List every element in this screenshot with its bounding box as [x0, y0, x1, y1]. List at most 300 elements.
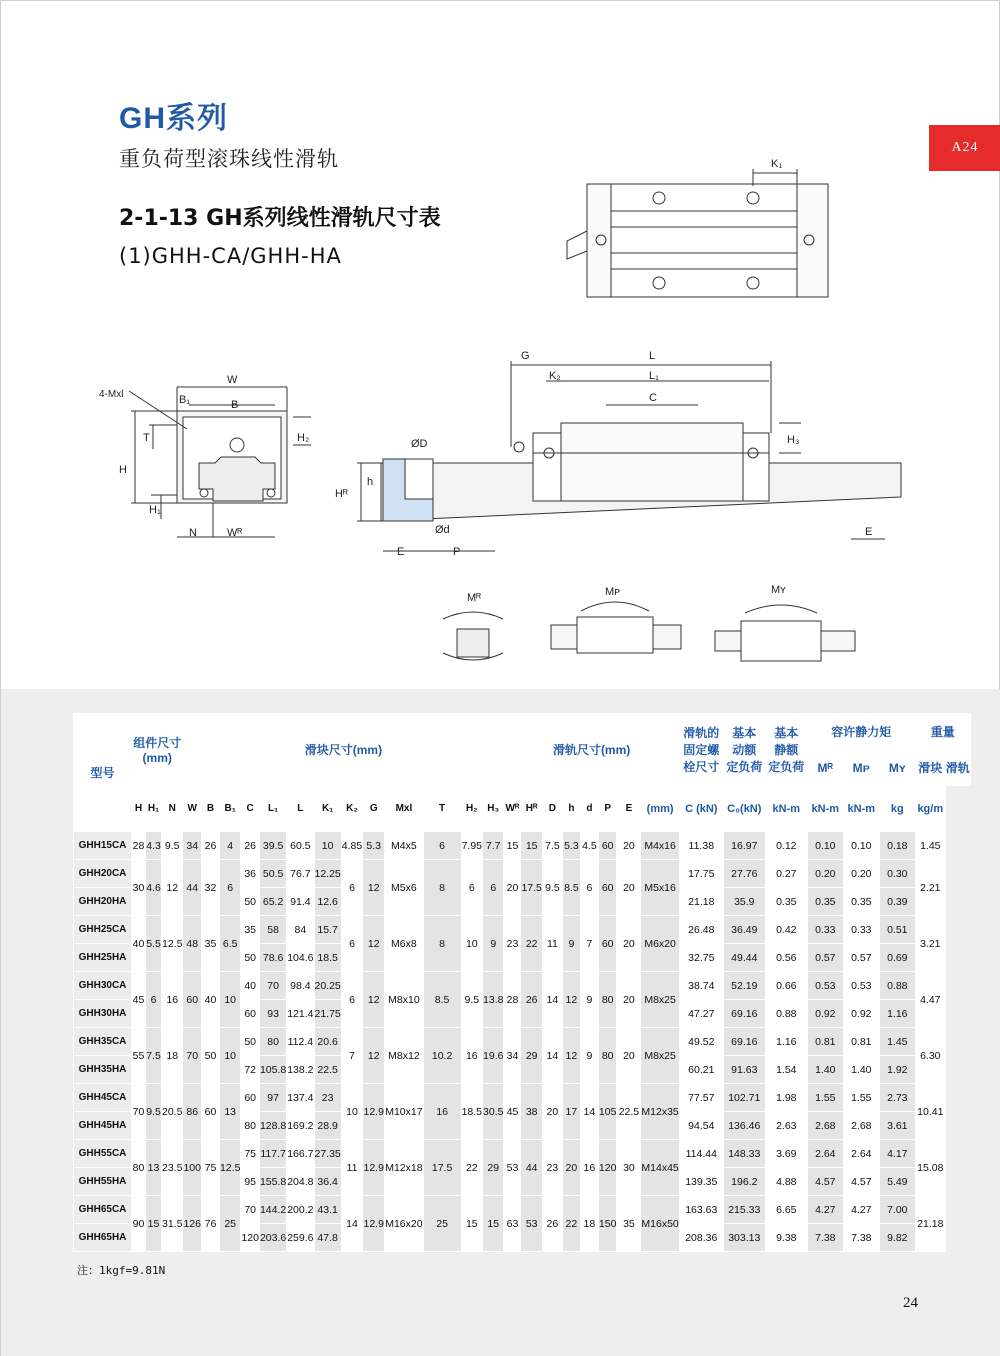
model-cell: GHH30HA — [74, 1000, 132, 1028]
cell-l: 98.4 — [287, 972, 314, 1000]
cell-cd: 77.57 — [679, 1084, 723, 1112]
cell-t: 25 — [423, 1196, 461, 1252]
cell-k1: 12.6 — [314, 888, 341, 916]
label-wr: Wᴿ — [227, 527, 243, 539]
cell-hr: 44 — [521, 1140, 542, 1196]
header-block-weight: 滑块 — [915, 750, 945, 786]
header-rail: 滑轨尺寸(mm) — [504, 714, 679, 786]
cell-l: 84 — [287, 916, 314, 944]
cell-e: 20 — [617, 832, 641, 860]
table-row — [74, 972, 971, 1000]
cell-c: 60 — [241, 1084, 260, 1112]
table-row — [74, 1140, 971, 1168]
cell-h2: 6 — [461, 860, 482, 916]
cell-b: 75 — [201, 1140, 219, 1196]
cell-d: 11 — [542, 916, 562, 972]
cell-kgm: 3.21 — [915, 916, 945, 972]
label-h1: H₁ — [149, 504, 161, 516]
cell-k1: 10 — [314, 832, 341, 860]
cell-bolt: M8x25 — [641, 1028, 679, 1084]
cell-c0: 102.71 — [723, 1084, 765, 1112]
cell-k1: 22.5 — [314, 1056, 341, 1084]
cell-my: 2.64 — [843, 1140, 879, 1168]
cell-c: 60 — [241, 1000, 260, 1028]
cell-b: 35 — [201, 916, 219, 972]
cell-k1: 47.8 — [314, 1224, 341, 1252]
cell-l1: 117.7 — [259, 1140, 286, 1168]
cell-mp: 0.35 — [807, 888, 843, 916]
cell-h: 55 — [132, 1028, 146, 1084]
cell-kg: 1.92 — [879, 1056, 915, 1084]
cell-my: 1.55 — [843, 1084, 879, 1112]
cell-d: 23 — [542, 1140, 562, 1196]
cell-c: 40 — [241, 972, 260, 1000]
cell-my: 0.57 — [843, 944, 879, 972]
cell-c0: 36.49 — [723, 916, 765, 944]
cell-b: 60 — [201, 1084, 219, 1140]
cell-p: 150 — [598, 1196, 617, 1252]
cell-hr: 17.5 — [521, 860, 542, 916]
label-w: W — [227, 374, 238, 386]
cell-c: 70 — [241, 1196, 260, 1224]
cell-c: 26 — [241, 832, 260, 860]
cell-cd: 139.35 — [679, 1168, 723, 1196]
cell-k1: 21.75 — [314, 1000, 341, 1028]
cell-mr: 1.16 — [765, 1028, 807, 1056]
cell-cd: 11.38 — [679, 832, 723, 860]
cell-mr: 4.88 — [765, 1168, 807, 1196]
cell-m: M8x12 — [385, 1028, 423, 1084]
label-od-small: Ød — [435, 524, 450, 536]
cell-e: 30 — [617, 1140, 641, 1196]
table-row — [74, 916, 971, 944]
cell-mr: 0.27 — [765, 860, 807, 888]
header-symbol: Wᴿ — [504, 786, 521, 832]
label-e2: E — [865, 526, 873, 538]
cell-h: 80 — [132, 1140, 146, 1196]
cell-wr: 15 — [504, 832, 521, 860]
header-symbol: Mxl — [385, 786, 423, 832]
model-title: (1)GHH-CA/GHH-HA — [119, 244, 342, 268]
cell-w: 48 — [183, 916, 202, 972]
model-cell: GHH20CA — [74, 860, 132, 888]
header-mr: Mᴿ — [807, 750, 843, 786]
header-my: Mʏ — [879, 750, 915, 786]
cell-g: 12 — [363, 1028, 385, 1084]
cell-mp: 0.81 — [807, 1028, 843, 1056]
cell-my: 0.20 — [843, 860, 879, 888]
cell-n: 12.5 — [162, 916, 183, 972]
cell-k2: 4.85 — [341, 832, 362, 860]
cell-my: 0.92 — [843, 1000, 879, 1028]
cell-cd: 26.48 — [679, 916, 723, 944]
cell-h2: 16 — [461, 1028, 482, 1084]
table-header-row — [74, 714, 971, 750]
cell-kg: 9.82 — [879, 1224, 915, 1252]
cell-c: 120 — [241, 1224, 260, 1252]
cell-h2: 10 — [461, 916, 482, 972]
label-g: G — [521, 350, 530, 362]
header-symbol: H₃ — [483, 786, 504, 832]
cell-k1: 27.35 — [314, 1140, 341, 1168]
header-symbol: d — [580, 786, 598, 832]
spec-table — [73, 713, 971, 1252]
cell-cd: 38.74 — [679, 972, 723, 1000]
cell-kg: 0.30 — [879, 860, 915, 888]
cell-g: 12.9 — [363, 1140, 385, 1196]
header-symbol: B₁ — [219, 786, 240, 832]
cell-kgm: 4.47 — [915, 972, 945, 1028]
cell-kgm: 15.08 — [915, 1140, 945, 1196]
cell-c0: 27.76 — [723, 860, 765, 888]
model-cell: GHH65CA — [74, 1196, 132, 1224]
cell-b: 76 — [201, 1196, 219, 1252]
cell-k1: 43.1 — [314, 1196, 341, 1224]
cell-m: M16x20 — [385, 1196, 423, 1252]
cell-n: 18 — [162, 1028, 183, 1084]
cell-p: 80 — [598, 972, 617, 1028]
header-symbol: Hᴿ — [521, 786, 542, 832]
cell-e: 20 — [617, 860, 641, 916]
cell-k2: 14 — [341, 1196, 362, 1252]
cell-w: 70 — [183, 1028, 202, 1084]
cell-bolt: M16x50 — [641, 1196, 679, 1252]
page-tab: A24 — [929, 125, 1000, 171]
cell-h2: 22 — [461, 1140, 482, 1196]
cell-d: 18 — [580, 1196, 598, 1252]
cell-t: 10.2 — [423, 1028, 461, 1084]
top-view-diagram — [567, 158, 828, 297]
cell-h: 28 — [132, 832, 146, 860]
cell-c0: 69.16 — [723, 1000, 765, 1028]
cell-cd: 94.54 — [679, 1112, 723, 1140]
cell-c: 72 — [241, 1056, 260, 1084]
cell-wr: 20 — [504, 860, 521, 916]
cell-p: 80 — [598, 1028, 617, 1084]
header-symbol: G — [363, 786, 385, 832]
cell-h: 90 — [132, 1196, 146, 1252]
cell-l: 60.5 — [287, 832, 314, 860]
header-bolt: 滑轨的 固定螺 栓尺寸 — [679, 714, 723, 786]
label-my: Mʏ — [771, 584, 786, 596]
cell-my: 0.81 — [843, 1028, 879, 1056]
cell-h2: 7.95 — [461, 832, 482, 860]
cell-wr: 23 — [504, 916, 521, 972]
cell-e: 20 — [617, 1028, 641, 1084]
label-h: H — [119, 464, 127, 476]
cell-wr: 34 — [504, 1028, 521, 1084]
cell-kg: 0.88 — [879, 972, 915, 1000]
cell-h: 20 — [562, 1140, 580, 1196]
cell-mp: 2.68 — [807, 1112, 843, 1140]
cell-cd: 49.52 — [679, 1028, 723, 1056]
cell-g: 12.9 — [363, 1084, 385, 1140]
cell-k1: 15.7 — [314, 916, 341, 944]
cell-w: 100 — [183, 1140, 202, 1196]
cell-d: 16 — [580, 1140, 598, 1196]
cell-hr: 22 — [521, 916, 542, 972]
cell-c0: 91.63 — [723, 1056, 765, 1084]
cell-g: 5.3 — [363, 832, 385, 860]
cell-l1: 128.8 — [259, 1112, 286, 1140]
cell-mp: 0.10 — [807, 832, 843, 860]
cell-kgm: 2.21 — [915, 860, 945, 916]
cell-mr: 9.38 — [765, 1224, 807, 1252]
cell-b: 26 — [201, 832, 219, 860]
label-n: N — [189, 527, 197, 539]
cell-e: 35 — [617, 1196, 641, 1252]
cell-kg: 0.39 — [879, 888, 915, 916]
cell-c: 50 — [241, 944, 260, 972]
label-mxl: 4-Mxl — [99, 389, 124, 400]
cell-p: 60 — [598, 860, 617, 916]
cell-mp: 1.40 — [807, 1056, 843, 1084]
header-symbol: L₁ — [259, 786, 286, 832]
cell-b1: 12.5 — [219, 1140, 240, 1196]
moment-diagrams — [443, 584, 855, 661]
cell-bolt: M12x35 — [641, 1084, 679, 1140]
cell-c0: 196.2 — [723, 1168, 765, 1196]
cell-c0: 136.46 — [723, 1112, 765, 1140]
cell-k1: 20.6 — [314, 1028, 341, 1056]
cell-h: 30 — [132, 860, 146, 916]
cell-h: 5.3 — [562, 832, 580, 860]
cell-h1: 7.5 — [146, 1028, 162, 1084]
cell-w: 86 — [183, 1084, 202, 1140]
cell-d: 9.5 — [542, 860, 562, 916]
cell-d: 14 — [542, 972, 562, 1028]
cell-cd: 60.21 — [679, 1056, 723, 1084]
cell-c: 50 — [241, 1028, 260, 1056]
cell-l: 200.2 — [287, 1196, 314, 1224]
cell-l1: 97 — [259, 1084, 286, 1112]
cell-hr: 38 — [521, 1084, 542, 1140]
header-symbol: H — [132, 786, 146, 832]
cell-h1: 5.5 — [146, 916, 162, 972]
cell-h: 8.5 — [562, 860, 580, 916]
cell-m: M12x18 — [385, 1140, 423, 1196]
cell-hr: 53 — [521, 1196, 542, 1252]
cell-h3: 15 — [483, 1196, 504, 1252]
cell-h3: 13.8 — [483, 972, 504, 1028]
header-symbol: C₀(kN) — [723, 786, 765, 832]
table-row — [74, 1028, 971, 1056]
cell-h3: 6 — [483, 860, 504, 916]
table-symbol-row — [74, 786, 971, 832]
cell-kgm: 1.45 — [915, 832, 945, 860]
cell-h1: 9.5 — [146, 1084, 162, 1140]
header-symbol: kN-m — [765, 786, 807, 832]
cell-h2: 15 — [461, 1196, 482, 1252]
header-symbol: kg — [879, 786, 915, 832]
header-symbol: D — [542, 786, 562, 832]
cell-h2: 9.5 — [461, 972, 482, 1028]
label-h3: H₃ — [787, 434, 800, 446]
header-symbol: kN-m — [807, 786, 843, 832]
table-row — [74, 860, 971, 888]
label-hh: h — [367, 476, 374, 488]
cell-k1: 18.5 — [314, 944, 341, 972]
cell-k2: 10 — [341, 1084, 362, 1140]
cell-wr: 28 — [504, 972, 521, 1028]
model-cell: GHH55CA — [74, 1140, 132, 1168]
label-b: B — [231, 399, 239, 411]
model-cell: GHH65HA — [74, 1224, 132, 1252]
header-symbol: H₂ — [461, 786, 482, 832]
label-mr: Mᴿ — [467, 592, 482, 604]
cell-w: 44 — [183, 860, 202, 916]
cell-mp: 1.55 — [807, 1084, 843, 1112]
cell-cd: 47.27 — [679, 1000, 723, 1028]
cell-mr: 2.63 — [765, 1112, 807, 1140]
model-cell: GHH25CA — [74, 916, 132, 944]
cell-g: 12 — [363, 916, 385, 972]
cell-l: 259.6 — [287, 1224, 314, 1252]
cell-c: 95 — [241, 1168, 260, 1196]
cell-l: 138.2 — [287, 1056, 314, 1084]
cell-n: 9.5 — [162, 832, 183, 860]
cell-k2: 11 — [341, 1140, 362, 1196]
cell-mr: 6.65 — [765, 1196, 807, 1224]
cell-b: 32 — [201, 860, 219, 916]
cell-e: 22.5 — [617, 1084, 641, 1140]
label-b1: B₁ — [179, 394, 191, 406]
cell-c: 35 — [241, 916, 260, 944]
cell-my: 0.10 — [843, 832, 879, 860]
header-symbol: (mm) — [641, 786, 679, 832]
cell-k1: 20.25 — [314, 972, 341, 1000]
cell-n: 23.5 — [162, 1140, 183, 1196]
cell-mp: 0.20 — [807, 860, 843, 888]
model-cell: GHH45HA — [74, 1112, 132, 1140]
cell-my: 7.38 — [843, 1224, 879, 1252]
cell-k2: 7 — [341, 1028, 362, 1084]
cell-c0: 69.16 — [723, 1028, 765, 1056]
header-symbol: C — [241, 786, 260, 832]
cell-b1: 13 — [219, 1084, 240, 1140]
cell-kg: 2.73 — [879, 1084, 915, 1112]
header-model: 型号 — [74, 714, 132, 832]
header-symbol: W — [183, 786, 202, 832]
cell-d: 14 — [542, 1028, 562, 1084]
table-row — [74, 1084, 971, 1112]
cell-l1: 65.2 — [259, 888, 286, 916]
cell-h3: 29 — [483, 1140, 504, 1196]
cell-cd: 21.18 — [679, 888, 723, 916]
section-title: 2-1-13 GH系列线性滑轨尺寸表 — [119, 206, 441, 231]
cross-section-diagram — [99, 374, 311, 539]
cell-mr: 3.69 — [765, 1140, 807, 1168]
cell-my: 0.53 — [843, 972, 879, 1000]
header-symbol: N — [162, 786, 183, 832]
cell-p: 60 — [598, 832, 617, 860]
label-h2: H₂ — [297, 432, 310, 444]
cell-my: 2.68 — [843, 1112, 879, 1140]
cell-my: 4.57 — [843, 1168, 879, 1196]
cell-mp: 0.57 — [807, 944, 843, 972]
cell-l1: 93 — [259, 1000, 286, 1028]
cell-mr: 0.35 — [765, 888, 807, 916]
cell-n: 16 — [162, 972, 183, 1028]
label-l: L — [649, 350, 656, 362]
cell-l1: 155.8 — [259, 1168, 286, 1196]
cell-c0: 148.33 — [723, 1140, 765, 1168]
cell-l1: 203.6 — [259, 1224, 286, 1252]
cell-bolt: M5x16 — [641, 860, 679, 916]
cell-b1: 6 — [219, 860, 240, 916]
cell-l1: 39.5 — [259, 832, 286, 860]
cell-d: 7.5 — [542, 832, 562, 860]
cell-c: 36 — [241, 860, 260, 888]
cell-h: 45 — [132, 972, 146, 1028]
cell-mr: 0.42 — [765, 916, 807, 944]
cell-t: 8.5 — [423, 972, 461, 1028]
cell-w: 60 — [183, 972, 202, 1028]
cell-mr: 0.66 — [765, 972, 807, 1000]
cell-c0: 215.33 — [723, 1196, 765, 1224]
cell-mp: 0.92 — [807, 1000, 843, 1028]
cell-b1: 10 — [219, 1028, 240, 1084]
cell-h1: 13 — [146, 1140, 162, 1196]
cell-h3: 9 — [483, 916, 504, 972]
header-mp: Mᴘ — [843, 750, 879, 786]
cell-g: 12 — [363, 860, 385, 916]
cell-k1: 36.4 — [314, 1168, 341, 1196]
cell-h: 12 — [562, 1028, 580, 1084]
cell-c0: 16.97 — [723, 832, 765, 860]
cell-c: 50 — [241, 888, 260, 916]
cell-b: 50 — [201, 1028, 219, 1084]
cell-l: 137.4 — [287, 1084, 314, 1112]
cell-kg: 0.18 — [879, 832, 915, 860]
cell-p: 105 — [598, 1084, 617, 1140]
cell-w: 126 — [183, 1196, 202, 1252]
cell-kg: 4.17 — [879, 1140, 915, 1168]
cell-l1: 144.2 — [259, 1196, 286, 1224]
cell-cd: 32.75 — [679, 944, 723, 972]
header-symbol: B — [201, 786, 219, 832]
label-od: ØD — [411, 438, 428, 450]
cell-kgm: 10.41 — [915, 1084, 945, 1140]
side-view-diagram — [335, 350, 901, 558]
cell-b1: 4 — [219, 832, 240, 860]
model-cell: GHH35CA — [74, 1028, 132, 1056]
header-symbol: kg/m — [915, 786, 945, 832]
cell-cd: 163.63 — [679, 1196, 723, 1224]
cell-kg: 7.00 — [879, 1196, 915, 1224]
cell-b: 40 — [201, 972, 219, 1028]
cell-my: 0.35 — [843, 888, 879, 916]
model-cell: GHH20HA — [74, 888, 132, 916]
cell-bolt: M4x16 — [641, 832, 679, 860]
cell-b1: 10 — [219, 972, 240, 1028]
cell-h: 22 — [562, 1196, 580, 1252]
cell-k2: 6 — [341, 972, 362, 1028]
cell-d: 4.5 — [580, 832, 598, 860]
cell-my: 0.33 — [843, 916, 879, 944]
cell-m: M5x6 — [385, 860, 423, 916]
label-l1: L₁ — [649, 370, 659, 382]
cell-b1: 6.5 — [219, 916, 240, 972]
header-symbol: H₁ — [146, 786, 162, 832]
cell-hr: 29 — [521, 1028, 542, 1084]
cell-wr: 53 — [504, 1140, 521, 1196]
cell-cd: 114.44 — [679, 1140, 723, 1168]
header-symbol: h — [562, 786, 580, 832]
label-e: E — [397, 546, 405, 558]
cell-p: 60 — [598, 916, 617, 972]
cell-t: 6 — [423, 832, 461, 860]
